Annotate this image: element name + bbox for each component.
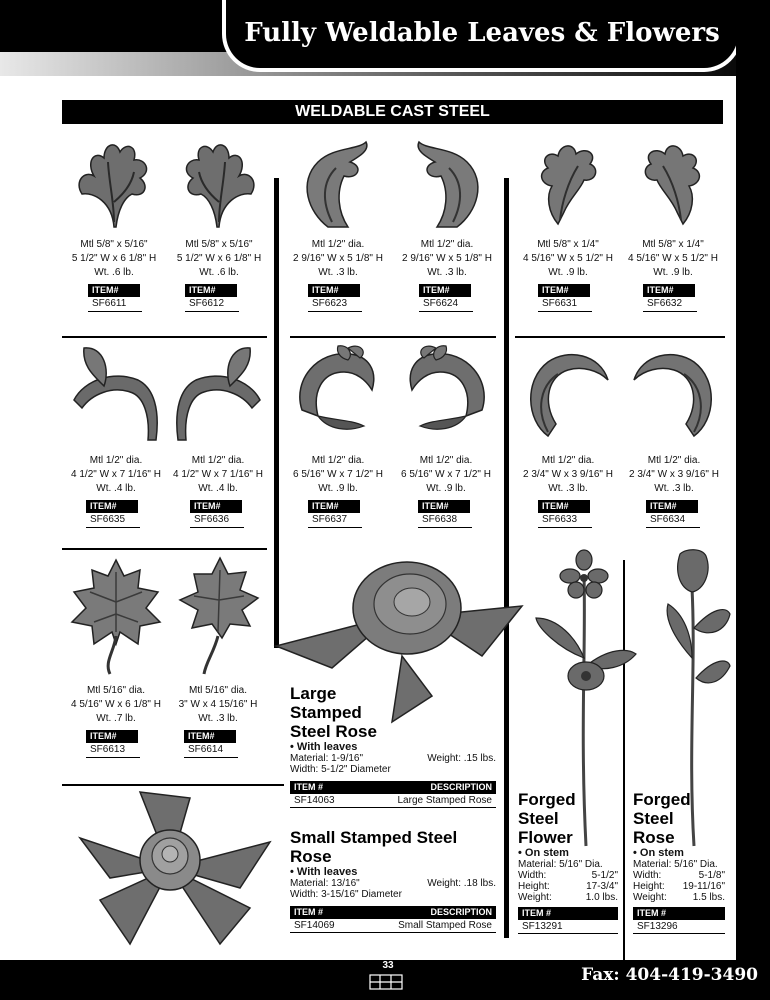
item-description: Small Stamped Rose [398, 920, 492, 931]
spec-weight: Wt. .9 lb. [548, 267, 588, 278]
spec-weight: Wt. .3 lb. [198, 713, 238, 724]
divider-horizontal-1 [62, 336, 267, 338]
item-number: SF6632 [643, 297, 697, 312]
small-rose-table-header [290, 906, 496, 919]
large-rose-title-2: Stamped [290, 703, 362, 722]
forged-flower-block [518, 790, 618, 934]
large-rose-table-row[interactable] [290, 794, 496, 808]
spec-weight: Wt. .9 lb. [318, 483, 358, 494]
spec-size: 4 1/2" W x 7 1/16" H [173, 469, 263, 480]
item-number: SF6612 [185, 297, 239, 312]
col-item: ITEM # [294, 782, 324, 792]
spec-label: Height: [518, 881, 550, 892]
large-rose-bullet: • With leaves [290, 741, 358, 753]
page-ornament-icon [369, 974, 403, 990]
forged-flower-table-header: ITEM # [518, 907, 618, 920]
item-number: SF6611 [88, 297, 142, 312]
grape-leaf-image [64, 552, 168, 678]
small-rose-title-2: Rose [290, 847, 332, 866]
large-rose-weight: Weight: .15 lbs. [427, 753, 496, 764]
forged-rose-block [633, 790, 725, 934]
col-item: ITEM # [294, 907, 324, 917]
item-header: ITEM# [185, 284, 237, 297]
item-number: SF6631 [538, 297, 592, 312]
curl-leaf-image [518, 340, 618, 448]
forged-rose-title-1: Forged [633, 790, 691, 809]
spec-size: 6 5/16" W x 7 1/2" H [293, 469, 383, 480]
spec-material: Mtl 5/8" x 1/4" [642, 239, 704, 250]
item-header: ITEM# [538, 500, 590, 513]
item-number: SF14063 [294, 795, 335, 806]
spec-value: 19-11/16" [682, 881, 725, 892]
spec-weight: Wt. .4 lb. [96, 483, 136, 494]
spec-label: Width: [633, 870, 662, 881]
spec-size: 4 5/16" W x 5 1/2" H [523, 253, 613, 264]
forged-flower-specs [518, 859, 618, 903]
large-rose-width: Width: 5-1/2" Diameter [290, 764, 391, 775]
product-SF6631[interactable] [514, 132, 622, 312]
product-SF6633[interactable] [514, 340, 622, 528]
scroll-leaf-image [288, 132, 388, 232]
page-number: 33 [382, 960, 394, 971]
product-SF6611[interactable] [60, 132, 168, 312]
spec-size: 4 5/16" W x 5 1/2" H [628, 253, 718, 264]
item-header: ITEM# [418, 500, 470, 513]
spec-weight: Wt. .6 lb. [94, 267, 134, 278]
page-title: Fully Weldable Leaves & Flowers [244, 18, 720, 48]
item-description: Large Stamped Rose [397, 795, 492, 806]
item-number: SF6623 [308, 297, 362, 312]
item-header: ITEM# [190, 500, 242, 513]
forged-rose-table-header: ITEM # [633, 907, 725, 920]
spec-material: Mtl 1/2" dia. [311, 239, 365, 250]
spec-material: Material: 5/16" Dia. [633, 859, 718, 870]
spec-weight: Wt. .4 lb. [198, 483, 238, 494]
spec-material: Mtl 5/8" x 5/16" [185, 239, 253, 250]
product-SF6613[interactable] [62, 552, 170, 758]
col-description: DESCRIPTION [430, 782, 492, 792]
acanthus-leaf-image [169, 132, 269, 232]
item-number: SF6635 [86, 513, 140, 528]
spec-value: 1.5 lbs. [692, 892, 725, 903]
spec-material: Mtl 1/2" dia. [191, 455, 245, 466]
spec-material: Mtl 1/2" dia. [311, 455, 365, 466]
large-rose-material: Material: 1-9/16" [290, 753, 364, 764]
item-header: ITEM# [646, 500, 698, 513]
forged-rose-item-number[interactable]: SF13296 [633, 920, 725, 934]
large-rose-table-header [290, 781, 496, 794]
spec-size: 2 3/4" W x 3 9/16" H [523, 469, 613, 480]
spec-material: Mtl 5/8" x 5/16" [80, 239, 148, 250]
section-title: WELDABLE CAST STEEL [62, 100, 723, 124]
col-description: DESCRIPTION [430, 907, 492, 917]
item-header: ITEM# [538, 284, 590, 297]
item-header: ITEM# [419, 284, 471, 297]
spec-weight: Wt. .3 lb. [427, 267, 467, 278]
fax-number: Fax: 404-419-3490 [581, 965, 758, 985]
item-header: ITEM# [86, 500, 138, 513]
product-SF6635[interactable] [62, 340, 170, 528]
item-number: SF6638 [418, 513, 472, 528]
large-rose-block [290, 684, 496, 808]
small-rose-block [290, 828, 496, 933]
small-rose-weight: Weight: .18 lbs. [427, 878, 496, 889]
spec-label: Width: [518, 870, 547, 881]
item-number: SF6614 [184, 743, 238, 758]
spec-size: 2 3/4" W x 3 9/16" H [629, 469, 719, 480]
product-SF6612[interactable] [165, 132, 273, 312]
spec-size: 2 9/16" W x 5 1/8" H [293, 253, 383, 264]
spec-size: 4 5/16" W x 6 1/8" H [71, 699, 161, 710]
item-number: SF14069 [294, 920, 335, 931]
spec-material: Material: 5/16" Dia. [518, 859, 603, 870]
spec-material: Mtl 1/2" dia. [419, 455, 473, 466]
forged-rose-bullet: • On stem [633, 847, 684, 859]
item-number: SF6637 [308, 513, 362, 528]
divider-horizontal-3 [515, 336, 725, 338]
spec-value: 1.0 lbs. [585, 892, 618, 903]
spec-label: Weight: [633, 892, 667, 903]
forged-rose-title-2: Steel [633, 809, 674, 828]
divider-horizontal-2 [290, 336, 496, 338]
item-header: ITEM# [308, 284, 360, 297]
forged-flower-title-2: Steel [518, 809, 559, 828]
spec-size: 3" W x 4 15/16" H [178, 699, 258, 710]
product-SF6632[interactable] [619, 132, 727, 312]
small-rose-table-row[interactable] [290, 919, 496, 933]
spec-size: 6 5/16" W x 7 1/2" H [401, 469, 491, 480]
spec-material: Mtl 5/8" x 1/4" [537, 239, 599, 250]
spec-weight: Wt. .9 lb. [653, 267, 693, 278]
ring-scroll-image [288, 340, 388, 448]
spec-weight: Wt. .7 lb. [96, 713, 136, 724]
product-SF6636[interactable] [164, 340, 272, 528]
spec-material: Mtl 1/2" dia. [420, 239, 474, 250]
forged-rose-title-3: Rose [633, 828, 675, 847]
item-header: ITEM# [184, 730, 236, 743]
large-rose-title-3: Steel Rose [290, 722, 377, 741]
divider-horizontal-4 [62, 548, 267, 550]
spec-size: 5 1/2" W x 6 1/8" H [71, 253, 157, 264]
arched-leaf-image [166, 340, 270, 448]
product-SF6624[interactable] [393, 132, 501, 312]
item-header: ITEM# [88, 284, 140, 297]
small-rose-title-1: Small Stamped Steel [290, 828, 458, 847]
spec-value: 17-3/4" [586, 881, 618, 892]
item-number: SF6624 [419, 297, 473, 312]
spec-weight: Wt. .9 lb. [426, 483, 466, 494]
spec-weight: Wt. .6 lb. [199, 267, 239, 278]
item-number: SF6633 [538, 513, 592, 528]
item-number: SF6634 [646, 513, 700, 528]
product-SF6634[interactable] [620, 340, 728, 528]
curl-leaf-image [624, 340, 724, 448]
spec-material: Mtl 1/2" dia. [541, 455, 595, 466]
forged-flower-bullet: • On stem [518, 847, 569, 859]
large-rose-title-1: Large [290, 684, 337, 703]
spec-material: Mtl 1/2" dia. [89, 455, 143, 466]
divider-horizontal-5 [62, 784, 284, 786]
spec-size: 5 1/2" W x 6 1/8" H [176, 253, 262, 264]
acanthus-leaf-image [64, 132, 164, 232]
forged-rose-specs [633, 859, 725, 903]
forged-flower-title-1: Forged [518, 790, 576, 809]
small-stamped-rose-image [70, 788, 280, 948]
spec-size: 4 1/2" W x 7 1/16" H [71, 469, 161, 480]
spec-weight: Wt. .3 lb. [548, 483, 588, 494]
product-SF6638[interactable] [392, 340, 500, 528]
ring-scroll-image [396, 340, 496, 448]
item-header: ITEM# [643, 284, 695, 297]
scroll-leaf-image [397, 132, 497, 232]
spec-value: 5-1/2" [591, 870, 618, 881]
spec-material: Mtl 5/16" dia. [188, 685, 248, 696]
forged-flower-item-number[interactable]: SF13291 [518, 920, 618, 934]
grape-leaf-image [166, 552, 270, 678]
oak-leaf-image [518, 132, 618, 232]
right-edge-bar [736, 0, 770, 960]
spec-material: Mtl 5/16" dia. [86, 685, 146, 696]
item-number: SF6636 [190, 513, 244, 528]
small-rose-bullet: • With leaves [290, 866, 358, 878]
small-rose-width: Width: 3-15/16" Diameter [290, 889, 402, 900]
item-header: ITEM# [86, 730, 138, 743]
forged-flower-title-3: Flower [518, 828, 573, 847]
product-SF6637[interactable] [284, 340, 392, 528]
item-number: SF6613 [86, 743, 140, 758]
spec-size: 2 9/16" W x 5 1/8" H [402, 253, 492, 264]
item-header: ITEM# [308, 500, 360, 513]
spec-label: Height: [633, 881, 665, 892]
product-SF6623[interactable] [284, 132, 392, 312]
product-SF6614[interactable] [164, 552, 272, 758]
spec-value: 5-1/8" [698, 870, 725, 881]
spec-label: Weight: [518, 892, 552, 903]
spec-weight: Wt. .3 lb. [654, 483, 694, 494]
oak-leaf-image [623, 132, 723, 232]
spec-material: Mtl 1/2" dia. [647, 455, 701, 466]
arched-leaf-image [64, 340, 168, 448]
small-rose-material: Material: 13/16" [290, 878, 360, 889]
spec-weight: Wt. .3 lb. [318, 267, 358, 278]
